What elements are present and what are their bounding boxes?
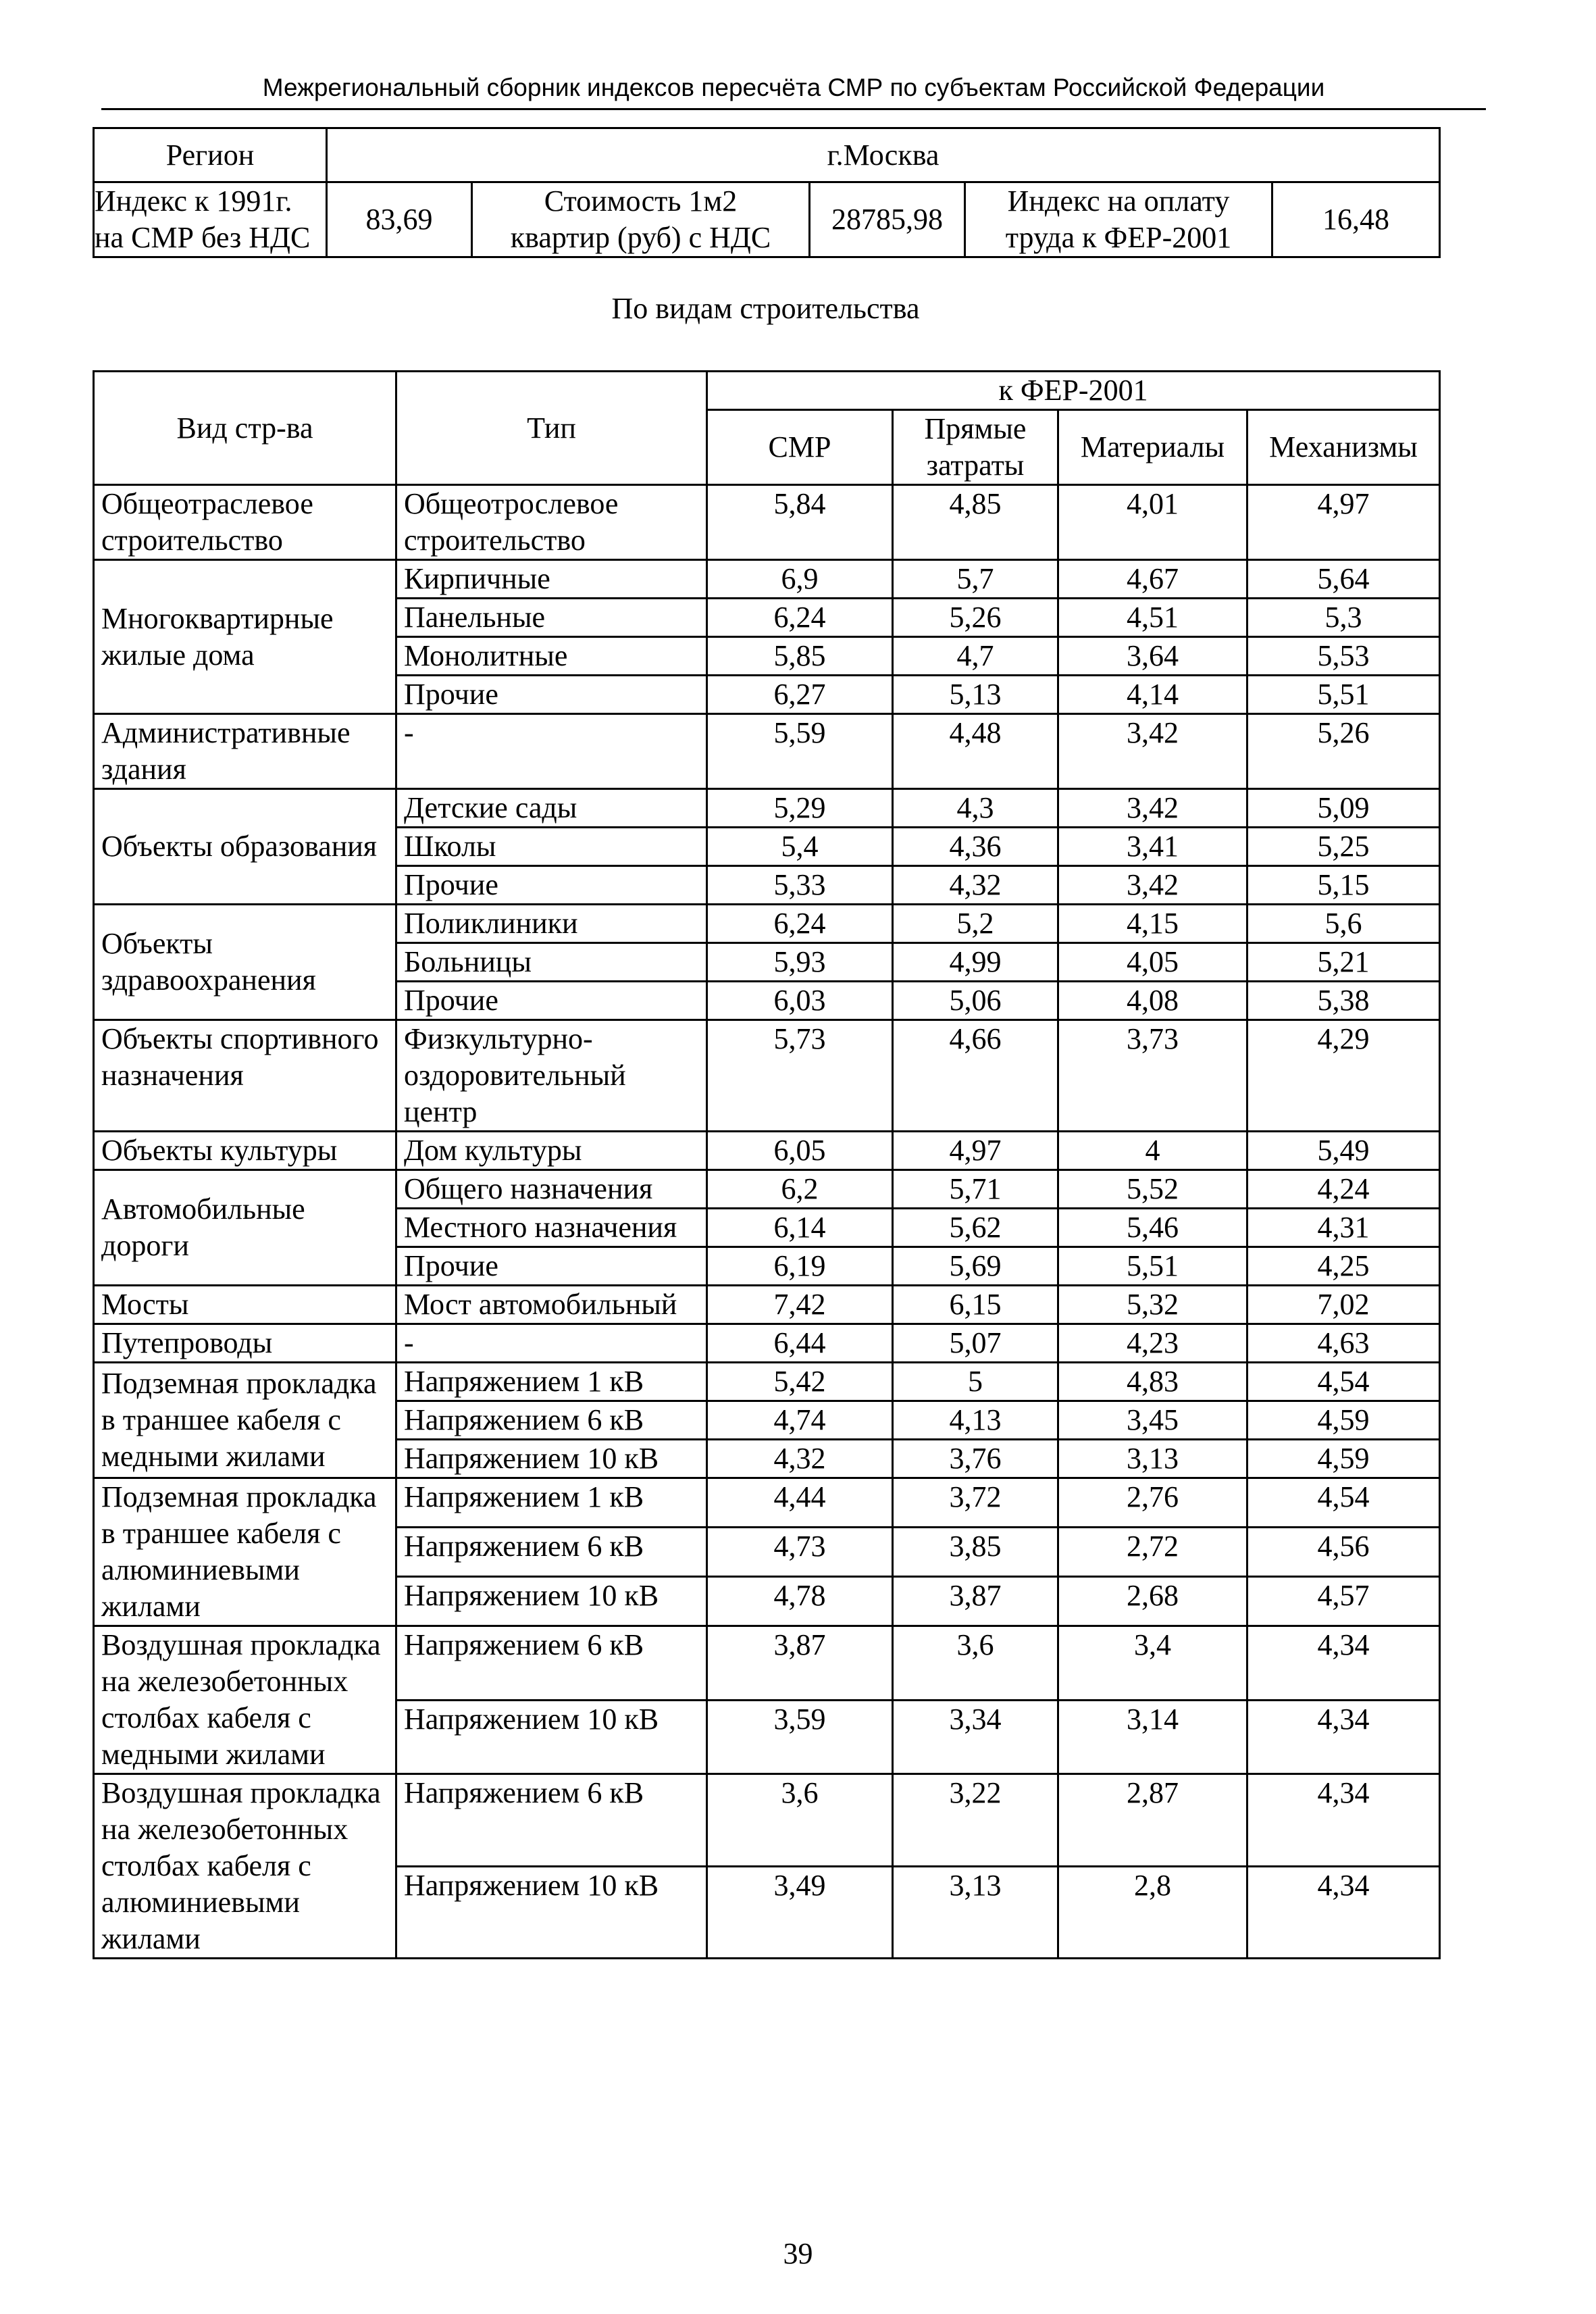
cost-value: 28785,98 (810, 182, 965, 257)
type-cell: Напряжением 10 кВ (396, 1700, 707, 1774)
construction-kind-cell: Административные здания (94, 714, 396, 789)
direct-costs-cell: 3,13 (893, 1866, 1058, 1959)
direct-costs-cell: 4,66 (893, 1020, 1058, 1132)
type-cell: Напряжением 6 кВ (396, 1401, 707, 1440)
smr-cell: 6,9 (707, 560, 893, 599)
materials-cell: 4,23 (1058, 1324, 1247, 1363)
mechanisms-cell: 5,15 (1247, 866, 1440, 905)
direct-costs-cell: 3,72 (893, 1478, 1058, 1528)
cost-label-line2: квартир (руб) с НДС (510, 221, 771, 254)
smr-cell: 4,78 (707, 1577, 893, 1626)
materials-cell: 3,42 (1058, 714, 1247, 789)
direct-costs-cell: 4,85 (893, 485, 1058, 560)
materials-cell: 2,76 (1058, 1478, 1247, 1528)
mechanisms-cell: 5,26 (1247, 714, 1440, 789)
type-cell: Общего назначения (396, 1170, 707, 1209)
type-cell: Напряжением 6 кВ (396, 1774, 707, 1867)
table-row (94, 1626, 1440, 1701)
table-row (94, 1774, 1440, 1867)
materials-cell: 4 (1058, 1132, 1247, 1170)
type-cell: Физкультурно-оздоровительный центр (396, 1020, 707, 1132)
table-row (94, 485, 1440, 560)
mechanisms-cell: 4,63 (1247, 1324, 1440, 1363)
construction-kind-cell: Путепроводы (94, 1324, 396, 1363)
mechanisms-cell: 5,51 (1247, 676, 1440, 714)
mechanisms-cell: 5,38 (1247, 982, 1440, 1020)
table-row (94, 1324, 1440, 1363)
table-row (94, 560, 1440, 599)
smr-cell: 6,19 (707, 1247, 893, 1286)
col-header-materials: Материалы (1058, 410, 1247, 485)
smr-cell: 5,29 (707, 789, 893, 828)
type-cell: Напряжением 6 кВ (396, 1528, 707, 1577)
construction-kind-cell: Объекты спортивного назначения (94, 1020, 396, 1132)
type-cell: Прочие (396, 676, 707, 714)
type-cell: - (396, 714, 707, 789)
construction-kind-cell: Объекты здравоохранения (94, 905, 396, 1020)
direct-costs-cell: 4,97 (893, 1132, 1058, 1170)
index-1991-label-line1: Индекс к 1991г. (95, 184, 292, 218)
col-group-fer2001: к ФЕР-2001 (707, 372, 1440, 410)
smr-cell: 6,14 (707, 1209, 893, 1247)
smr-cell: 3,6 (707, 1774, 893, 1867)
type-cell: Общеотрослевое строительство (396, 485, 707, 560)
materials-cell: 3,64 (1058, 637, 1247, 676)
mechanisms-cell: 4,54 (1247, 1363, 1440, 1401)
direct-costs-cell: 4,7 (893, 637, 1058, 676)
smr-cell: 5,59 (707, 714, 893, 789)
construction-kind-cell: Подземная прокладка в траншее кабеля с алюминиевыми жилами (94, 1478, 396, 1626)
smr-cell: 6,2 (707, 1170, 893, 1209)
materials-cell: 3,42 (1058, 866, 1247, 905)
smr-cell: 5,4 (707, 828, 893, 866)
mechanisms-cell: 4,25 (1247, 1247, 1440, 1286)
type-cell: - (396, 1324, 707, 1363)
type-cell: Напряжением 10 кВ (396, 1440, 707, 1478)
smr-cell: 5,93 (707, 943, 893, 982)
direct-costs-cell: 5 (893, 1363, 1058, 1401)
construction-kind-cell: Объекты культуры (94, 1132, 396, 1170)
direct-costs-cell: 5,62 (893, 1209, 1058, 1247)
mechanisms-cell: 4,56 (1247, 1528, 1440, 1577)
type-cell: Детские сады (396, 789, 707, 828)
region-label: Регион (94, 128, 327, 182)
section-subtitle: По видам строительства (611, 292, 920, 325)
materials-cell: 3,4 (1058, 1626, 1247, 1701)
mechanisms-cell: 4,31 (1247, 1209, 1440, 1247)
cost-label-line1: Стоимость 1м2 (544, 184, 738, 218)
table-row (94, 1132, 1440, 1170)
materials-cell: 2,68 (1058, 1577, 1247, 1626)
type-cell: Панельные (396, 599, 707, 637)
mechanisms-cell: 4,59 (1247, 1401, 1440, 1440)
materials-cell: 4,14 (1058, 676, 1247, 714)
direct-costs-cell: 5,13 (893, 676, 1058, 714)
materials-cell: 2,8 (1058, 1866, 1247, 1959)
col-header-kind: Вид стр-ва (94, 372, 396, 485)
mechanisms-cell: 4,59 (1247, 1440, 1440, 1478)
mechanisms-cell: 5,6 (1247, 905, 1440, 943)
materials-cell: 4,05 (1058, 943, 1247, 982)
smr-cell: 7,42 (707, 1286, 893, 1324)
construction-kind-cell: Общеотраслевое строительство (94, 485, 396, 560)
materials-cell: 5,46 (1058, 1209, 1247, 1247)
type-cell: Прочие (396, 866, 707, 905)
type-cell: Напряжением 1 кВ (396, 1478, 707, 1528)
mechanisms-cell: 4,97 (1247, 485, 1440, 560)
smr-cell: 3,59 (707, 1700, 893, 1774)
type-cell: Дом культуры (396, 1132, 707, 1170)
labor-index-label (965, 182, 1272, 257)
smr-cell: 5,33 (707, 866, 893, 905)
mechanisms-cell: 5,21 (1247, 943, 1440, 982)
mechanisms-cell: 5,49 (1247, 1132, 1440, 1170)
materials-cell: 4,67 (1058, 560, 1247, 599)
labor-index-label-line1: Индекс на оплату (1007, 184, 1230, 218)
materials-cell: 3,73 (1058, 1020, 1247, 1132)
smr-cell: 6,05 (707, 1132, 893, 1170)
col-header-type: Тип (396, 372, 707, 485)
table-row (94, 1020, 1440, 1132)
index-1991-label (94, 182, 327, 257)
type-cell: Кирпичные (396, 560, 707, 599)
smr-cell: 4,44 (707, 1478, 893, 1528)
direct-costs-cell: 5,26 (893, 599, 1058, 637)
type-cell: Поликлиники (396, 905, 707, 943)
materials-cell: 3,41 (1058, 828, 1247, 866)
labor-index-label-line2: труда к ФЕР-2001 (1005, 221, 1232, 254)
smr-cell: 5,85 (707, 637, 893, 676)
mechanisms-cell: 4,34 (1247, 1626, 1440, 1701)
labor-index-value: 16,48 (1272, 182, 1440, 257)
direct-costs-cell: 5,06 (893, 982, 1058, 1020)
materials-cell: 5,51 (1058, 1247, 1247, 1286)
page-number: 39 (783, 2237, 813, 2270)
construction-kind-cell: Автомобильные дороги (94, 1170, 396, 1286)
materials-cell: 4,15 (1058, 905, 1247, 943)
smr-cell: 6,27 (707, 676, 893, 714)
mechanisms-cell: 4,34 (1247, 1774, 1440, 1867)
col-header-direct-costs: Прямые затраты (893, 410, 1058, 485)
type-cell: Монолитные (396, 637, 707, 676)
smr-cell: 4,32 (707, 1440, 893, 1478)
type-cell: Мост автомобильный (396, 1286, 707, 1324)
mechanisms-cell: 7,02 (1247, 1286, 1440, 1324)
mechanisms-cell: 5,53 (1247, 637, 1440, 676)
smr-cell: 6,03 (707, 982, 893, 1020)
direct-costs-cell: 5,7 (893, 560, 1058, 599)
direct-costs-cell: 4,13 (893, 1401, 1058, 1440)
table-row (94, 1286, 1440, 1324)
mechanisms-cell: 5,3 (1247, 599, 1440, 637)
type-cell: Прочие (396, 1247, 707, 1286)
region-value: г.Москва (327, 128, 1440, 182)
materials-cell: 4,83 (1058, 1363, 1247, 1401)
running-header: Межрегиональный сборник индексов пересчёта СМР по субъектам Российской Федерации (262, 74, 1325, 101)
direct-costs-cell: 4,36 (893, 828, 1058, 866)
index-1991-value: 83,69 (327, 182, 472, 257)
smr-cell: 6,44 (707, 1324, 893, 1363)
construction-index-table (93, 370, 1441, 1959)
index-1991-label-line2: на СМР без НДС (95, 221, 311, 254)
smr-cell: 4,74 (707, 1401, 893, 1440)
col-header-mechanisms: Механизмы (1247, 410, 1440, 485)
mechanisms-cell: 5,64 (1247, 560, 1440, 599)
header-rule (101, 108, 1486, 110)
smr-cell: 5,84 (707, 485, 893, 560)
materials-cell: 2,87 (1058, 1774, 1247, 1867)
col-header-smr: СМР (707, 410, 893, 485)
direct-costs-cell: 5,69 (893, 1247, 1058, 1286)
direct-costs-cell: 3,87 (893, 1577, 1058, 1626)
smr-cell: 6,24 (707, 599, 893, 637)
smr-cell: 3,87 (707, 1626, 893, 1701)
mechanisms-cell: 4,34 (1247, 1700, 1440, 1774)
direct-costs-cell: 5,71 (893, 1170, 1058, 1209)
smr-cell: 4,73 (707, 1528, 893, 1577)
direct-costs-cell: 4,99 (893, 943, 1058, 982)
type-cell: Школы (396, 828, 707, 866)
mechanisms-cell: 4,34 (1247, 1866, 1440, 1959)
smr-cell: 6,24 (707, 905, 893, 943)
type-cell: Напряжением 10 кВ (396, 1577, 707, 1626)
direct-costs-cell: 3,76 (893, 1440, 1058, 1478)
materials-cell: 5,52 (1058, 1170, 1247, 1209)
table-row (94, 905, 1440, 943)
mechanisms-cell: 4,54 (1247, 1478, 1440, 1528)
mechanisms-cell: 4,29 (1247, 1020, 1440, 1132)
type-cell: Местного назначения (396, 1209, 707, 1247)
direct-costs-cell: 6,15 (893, 1286, 1058, 1324)
construction-kind-cell: Объекты образования (94, 789, 396, 905)
mechanisms-cell: 4,57 (1247, 1577, 1440, 1626)
direct-costs-cell: 4,32 (893, 866, 1058, 905)
direct-costs-cell: 3,34 (893, 1700, 1058, 1774)
construction-kind-cell: Воздушная прокладка на железобетонных столбах кабеля с алюминиевыми жилами (94, 1774, 396, 1959)
cost-label (472, 182, 810, 257)
type-cell: Напряжением 10 кВ (396, 1866, 707, 1959)
materials-cell: 4,08 (1058, 982, 1247, 1020)
table-body (94, 485, 1440, 1959)
smr-cell: 3,49 (707, 1866, 893, 1959)
materials-cell: 5,32 (1058, 1286, 1247, 1324)
direct-costs-cell: 4,3 (893, 789, 1058, 828)
smr-cell: 5,42 (707, 1363, 893, 1401)
table-row (94, 714, 1440, 789)
direct-costs-cell: 5,07 (893, 1324, 1058, 1363)
materials-cell: 3,14 (1058, 1700, 1247, 1774)
materials-cell: 4,51 (1058, 599, 1247, 637)
materials-cell: 3,42 (1058, 789, 1247, 828)
type-cell: Больницы (396, 943, 707, 982)
smr-cell: 5,73 (707, 1020, 893, 1132)
construction-kind-cell: Мосты (94, 1286, 396, 1324)
type-cell: Напряжением 1 кВ (396, 1363, 707, 1401)
construction-kind-cell: Подземная прокладка в траншее кабеля с медными жилами (94, 1363, 396, 1478)
direct-costs-cell: 3,85 (893, 1528, 1058, 1577)
materials-cell: 2,72 (1058, 1528, 1247, 1577)
mechanisms-cell: 4,24 (1247, 1170, 1440, 1209)
materials-cell: 4,01 (1058, 485, 1247, 560)
direct-costs-cell: 3,6 (893, 1626, 1058, 1701)
construction-kind-cell: Воздушная прокладка на железобетонных столбах кабеля с медными жилами (94, 1626, 396, 1774)
materials-cell: 3,13 (1058, 1440, 1247, 1478)
table-row (94, 1478, 1440, 1528)
direct-costs-cell: 3,22 (893, 1774, 1058, 1867)
mechanisms-cell: 5,09 (1247, 789, 1440, 828)
table-row (94, 1170, 1440, 1209)
mechanisms-cell: 5,25 (1247, 828, 1440, 866)
table-row (94, 789, 1440, 828)
type-cell: Прочие (396, 982, 707, 1020)
type-cell: Напряжением 6 кВ (396, 1626, 707, 1701)
table-row (94, 1363, 1440, 1401)
direct-costs-cell: 4,48 (893, 714, 1058, 789)
region-summary-table (93, 127, 1441, 258)
direct-costs-cell: 5,2 (893, 905, 1058, 943)
materials-cell: 3,45 (1058, 1401, 1247, 1440)
construction-kind-cell: Многоквартирные жилые дома (94, 560, 396, 714)
